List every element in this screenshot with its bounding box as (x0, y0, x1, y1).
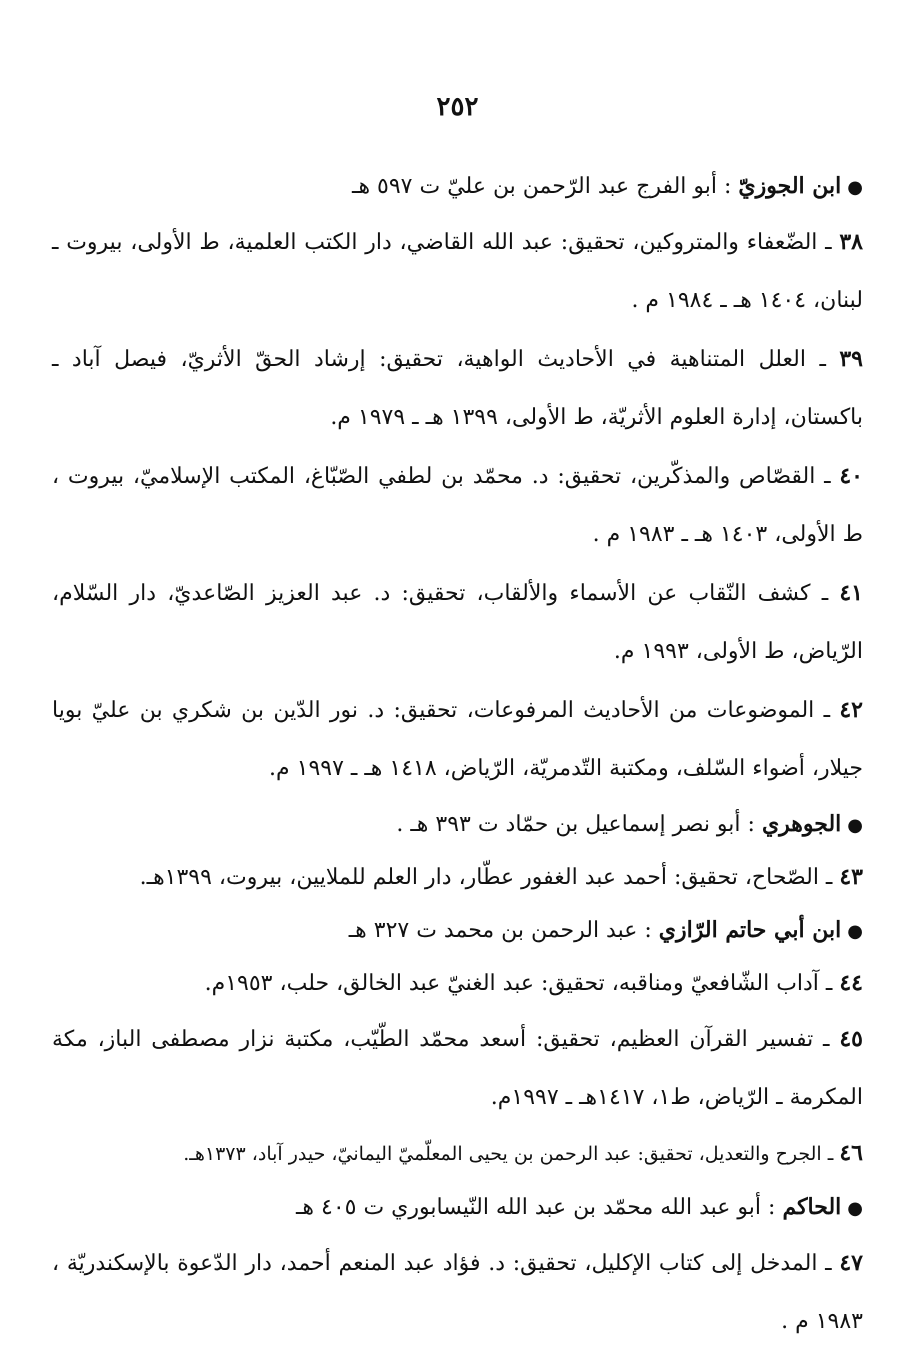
bibliography-entry (52, 957, 863, 1010)
bullet-icon: ● (847, 921, 863, 942)
bullet-icon: ● (847, 815, 863, 836)
author-heading (52, 1181, 863, 1234)
bibliography-entry (52, 1234, 863, 1351)
author-heading (52, 798, 863, 851)
entry-text: ـ آداب الشّافعيّ ومناقبه، تحقيق: عبد الغنيّ عبد الخالق، حلب، ١٩٥٣م. (204, 971, 840, 996)
bibliography-entry (52, 1010, 863, 1127)
bibliography-list (52, 160, 863, 1351)
entry-number: ٤٠ (839, 463, 863, 489)
page-number: ٢٥٢ (436, 92, 479, 122)
entry-text: ـ القصّاص والمذكّرين، تحقيق: د. محمّد بن لطفي الصّبّاغ، المكتب الإسلاميّ، بيروت ، ط الأولى، ١٤٠٣ هـ ـ ١٩٨٣ م . (52, 464, 863, 547)
bibliography-entry (52, 330, 863, 447)
bibliography-entry (52, 447, 863, 564)
entry-text: ـ المدخل إلى كتاب الإكليل، تحقيق: د. فؤاد عبد المنعم أحمد، دار الدّعوة بالإسكندريّة ، ١٩٨٣ م . (52, 1251, 863, 1334)
entry-number: ٤١ (839, 580, 863, 606)
entry-text: ـ الضّعفاء والمتروكين، تحقيق: عبد الله القاضي، دار الكتب العلمية، ط الأولى، بيروت ـ لبنان، ١٤٠٤ هـ ـ ١٩٨٤ م . (52, 230, 863, 313)
entry-number: ٤٧ (839, 1250, 863, 1276)
author-details: : عبد الرحمن بن محمد ت ٣٢٧ هـ (348, 918, 659, 943)
entry-number: ٤٣ (839, 864, 863, 890)
bibliography-entry (52, 851, 863, 904)
bibliography-entry (52, 1127, 863, 1181)
entry-text: ـ العلل المتناهية في الأحاديث الواهية، تحقيق: إرشاد الحقّ الأثريّ، فيصل آباد ـ باكستان، إدارة العلوم الأثريّة، ط الأولى، ١٣٩٩ هـ ـ ١٩٧٩ م. (52, 347, 863, 430)
entry-number: ٣٩ (839, 346, 863, 372)
author-name: الحاكم (782, 1194, 842, 1220)
author-name: ابن أبي حاتم الرّازي (658, 917, 842, 943)
author-name: ابن الجوزيّ (738, 173, 842, 199)
author-details: : أبو عبد الله محمّد بن عبد الله النّيسابوري ت ٤٠٥ هـ (295, 1195, 783, 1220)
entry-number: ٤٤ (839, 970, 863, 996)
bullet-icon: ● (847, 177, 863, 198)
bibliography-entry (52, 213, 863, 330)
entry-number: ٤٥ (839, 1026, 863, 1052)
entry-number: ٤٦ (839, 1140, 863, 1166)
entry-text: ـ كشف النّقاب عن الأسماء والألقاب، تحقيق: د. عبد العزيز الصّاعديّ، دار السّلام، الرّياض، ط الأولى، ١٩٩٣ م. (52, 581, 863, 664)
author-heading (52, 160, 863, 213)
author-details: : أبو نصر إسماعيل بن حمّاد ت ٣٩٣ هـ . (396, 812, 762, 837)
entry-text: ـ الموضوعات من الأحاديث المرفوعات، تحقيق: د. نور الدّين بن شكري بن عليّ بويا جيلار، أضواء السّلف، ومكتبة التّدمريّة، الرّياض، ١٤١٨ هـ ـ ١٩٩٧ م. (52, 698, 863, 781)
author-details: : أبو الفرج عبد الرّحمن بن عليّ ت ٥٩٧ هـ (352, 174, 739, 199)
bibliography-entry (52, 681, 863, 798)
entry-number: ٣٨ (839, 229, 863, 255)
entry-text: ـ الجرح والتعديل، تحقيق: عبد الرحمن بن يحيى المعلّميّ اليمانيّ، حيدر آباد، ١٣٧٣هـ. (183, 1143, 840, 1165)
entry-text: ـ تفسير القرآن العظيم، تحقيق: أسعد محمّد الطّيّب، مكتبة نزار مصطفى الباز، مكة المكرمة ـ الرّياض، ط١، ١٤١٧هـ ـ ١٩٩٧م. (52, 1027, 863, 1110)
entry-text: ـ الصّحاح، تحقيق: أحمد عبد الغفور عطّار، دار العلم للملايين، بيروت، ١٣٩٩هـ. (139, 865, 840, 890)
author-name: الجوهري (761, 811, 842, 837)
author-heading (52, 904, 863, 957)
bullet-icon: ● (847, 1198, 863, 1219)
entry-number: ٤٢ (839, 697, 863, 723)
bibliography-entry (52, 564, 863, 681)
